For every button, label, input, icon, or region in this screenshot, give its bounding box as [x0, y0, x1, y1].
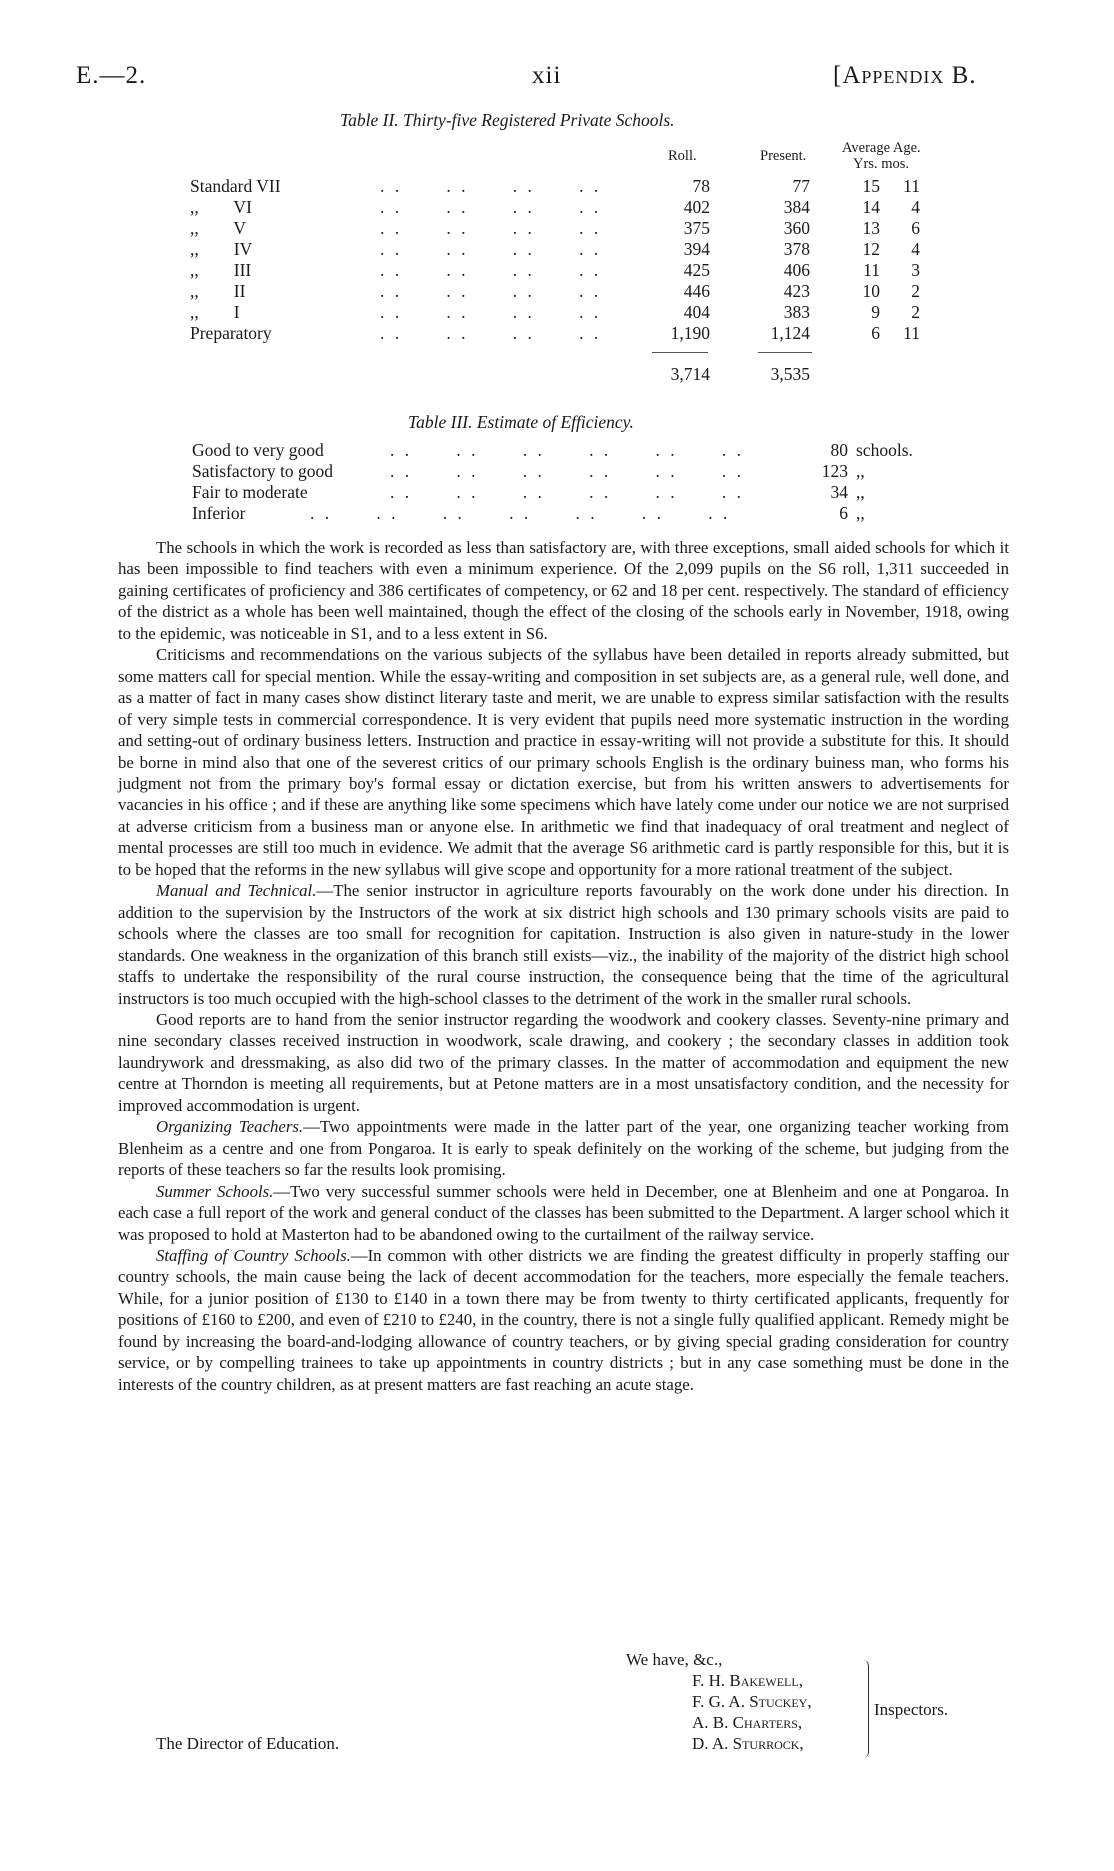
total-present: 3,535: [770, 364, 810, 384]
total-rule-present: [758, 352, 812, 353]
signatory-name: D. A. Sturrock,: [692, 1734, 804, 1753]
paragraph-text: The schools in which the work is recorded as less than satisfactory are, with three exceptions, small aided schools for which it has been impossible to find teachers with even a minimum experience. Of the 2,099 pupils on the S6 roll, 1,311 succeeded in gaining certificates of proficiency and 386 certificates of competency, or 62 and 18 per cent. respectively. The standard of efficiency of the district as a whole has been well maintained, though the effect of the closing of the schools early in November, 1918, owing to the epidemic, was noticeable in S1, and to a less extent in S6.: [118, 538, 1009, 643]
table-total-row: [0, 364, 1114, 385]
leader-dots: . . . . . . . . . . . .: [390, 482, 744, 502]
roll-value: 1,190: [670, 323, 710, 343]
row-label: Good to very good: [192, 440, 324, 460]
signatory-name: F. G. A. Stuckey,: [692, 1692, 812, 1711]
present-value: 406: [783, 260, 810, 280]
present-value: 383: [783, 302, 810, 322]
paragraph-heading: Manual and Technical.: [156, 881, 317, 901]
table2-col-present: Present.: [760, 148, 807, 164]
roll-value: 402: [683, 197, 710, 217]
table-row: [0, 440, 1114, 461]
paragraph-organizing-teachers: [118, 1116, 1009, 1180]
roll-value: 78: [692, 176, 710, 196]
age-years: 6: [871, 323, 880, 343]
age-years: 12: [862, 239, 880, 259]
leader-dots: . . . . . . . .: [380, 197, 602, 217]
paragraph-text: Good reports are to hand from the senior instructor regarding the woodwork and cookery classes. Seventy-nine primary and nine secondary classes received instruction in woodwork, scale drawing, and cookery ; the secondary classes in addition took laundrywork and dressmaking, as also did two of the primary classes. In the matter of accommodation and equipment the new centre at Thorndon is meeting all requirements, but at Petone matters are in a most unsatisfactory condition, and the necessity for improved accommodation is urgent.: [118, 1009, 1009, 1115]
paragraph-staffing: [118, 1245, 1009, 1395]
leader-dots: . . . . . . . . . . . .: [390, 440, 744, 460]
row-label: ,, IV: [190, 239, 253, 259]
table-row: [0, 260, 1114, 281]
signatory-name: F. H. Bakewell,: [692, 1671, 803, 1690]
table-row: [0, 302, 1114, 323]
table-row: [0, 176, 1114, 197]
leader-dots: . . . . . . . .: [380, 218, 602, 238]
signatory-brace: [860, 1660, 869, 1758]
age-years: 13: [862, 218, 880, 238]
table-row: [0, 218, 1114, 239]
age-months: 4: [911, 197, 920, 217]
unit-label: ,,: [856, 482, 865, 502]
paragraph-manual-technical: [118, 880, 1009, 1009]
table-row: [0, 239, 1114, 260]
roll-value: 425: [683, 260, 710, 280]
age-years: 14: [862, 197, 880, 217]
paragraph-heading: Staffing of Country Schools.: [156, 1245, 351, 1265]
roll-value: 404: [683, 302, 710, 322]
paragraph-woodwork-cookery: [118, 1009, 1009, 1116]
page-code: E.—2.: [76, 62, 147, 89]
row-label: ,, III: [190, 260, 252, 280]
row-label: ,, V: [190, 218, 247, 238]
report-body: [118, 537, 1009, 1395]
unit-label: ,,: [856, 503, 865, 523]
present-value: 423: [783, 281, 810, 301]
table-row: [0, 323, 1114, 344]
unit-label: ,,: [856, 461, 865, 481]
roll-value: 446: [683, 281, 710, 301]
age-years: 11: [863, 260, 880, 280]
table3-caption: Table III. Estimate of Efficiency.: [408, 412, 634, 432]
total-rule-roll: [652, 352, 708, 353]
age-years: 9: [871, 302, 880, 322]
row-label: ,, II: [190, 281, 246, 301]
paragraph-results: [118, 537, 1009, 644]
leader-dots: . . . . . . . .: [380, 281, 602, 301]
paragraph-criticisms: [118, 644, 1009, 880]
paragraph-text: —Two very successful summer schools were held in December, one at Blenheim and one at Pongaroa. In each case a full report of the work and general conduct of the classes has been submitted to the Department. A larger school which it was proposed to hold at Masterton had to be abandoned owing to the curtailment of the railway service.: [118, 1181, 1009, 1244]
paragraph-heading: Organizing Teachers.: [156, 1117, 304, 1137]
table2-col-avg-age: Average Age.: [842, 140, 921, 156]
age-months: 11: [903, 323, 920, 343]
row-label: ,, VI: [190, 197, 252, 217]
present-value: 77: [792, 176, 810, 196]
age-months: 6: [911, 218, 920, 238]
school-count: 80: [830, 440, 848, 460]
age-years: 10: [862, 281, 880, 301]
page-number: xii: [532, 62, 562, 89]
present-value: 378: [783, 239, 810, 259]
table-row: [0, 461, 1114, 482]
present-value: 360: [783, 218, 810, 238]
table-row: [0, 197, 1114, 218]
roll-value: 394: [683, 239, 710, 259]
paragraph-text: —Two appointments were made in the latter part of the year, one organizing teacher working from Blenheim as a centre and one from Pongaroa. It is early to speak definitely on the working of the scheme, but judging from the reports of these teachers so far the results look promising.: [118, 1117, 1009, 1180]
age-months: 3: [911, 260, 920, 280]
age-years: 15: [862, 176, 880, 196]
paragraph-text: —In common with other districts we are finding the greatest difficulty in properly staffing our country schools, the main cause being the lack of decent accommodation for the teachers, more especially the female teachers. While, for a junior position of £130 to £140 in a town there may be from twenty to thirty certificated applicants, frequently for positions of £160 to £200, and even of £210 to £240, in the country, there is not a single fully qualified applicant. Remedy might be found by increasing the board-and-lodging allowance of country teachers, or by giving special grading consideration for country service, or by compelling trainees to take up appointments in country districts ; but in any case something must be done in the interests of the country children, as at present matters are fast reaching an acute stage.: [118, 1245, 1009, 1394]
leader-dots: . . . . . . . . . . . . . .: [310, 503, 731, 523]
row-label: Fair to moderate: [192, 482, 308, 502]
paragraph-text: —The senior instructor in agriculture reports favourably on the work done under his direction. In addition to the supervision by the Instructors of the work at six district high schools and 130 primary schools visits are paid to schools where the classes are too small for recognition for capitation. Instruction is also given in nature-study in the lower standards. One weakness in the organization of this branch still exists—viz., the inability of the majority of the district high school staffs to undertake the responsibility of the rural course instruction, the consequence being that the time of the agricultural instructors is too much occupied with the high-school classes to the detriment of the work in the smaller rural schools.: [118, 881, 1009, 1008]
row-label: ,, I: [190, 302, 240, 322]
paragraph-heading: Summer Schools.: [156, 1181, 274, 1201]
row-label: Inferior: [192, 503, 246, 523]
paragraph-text: Criticisms and recommendations on the various subjects of the syllabus have been detailed in reports already submitted, but some matters call for special mention. While the essay-writing and composition in set subjects are, as a general rule, well done, and as a matter of fact in many cases show distinct literary taste and merit, we are unable to express similar satisfaction with the results of very simple tests in commercial correspondence. It is very evident that pupils need more systematic instruction in the wording and setting-out of ordinary business letters. Instruction and practice in essay-writing will not provide a substitute for this. It should be borne in mind also that one of the severest critics of our primary schools English is the ordinary buiness man, who forms his judgment not from the primary boy's formal essay or dictation exercise, but from his written answers to advertisements for vacancies in his office ; and if these are anything like some specimens which have lately come under our notice we are not surprised at adverse criticism from a business man or anyone else. In arithmetic we find that inadequacy of oral treatment and neglect of mental processes are still too much in evidence. We admit that the average S6 arithmetic card is partly responsible for this, but it is to be hoped that the reforms in the new syllabus will give scope and opportunity for a more rational treatment of the subject.: [118, 645, 1009, 879]
present-value: 1,124: [770, 323, 810, 343]
school-count: 123: [821, 461, 848, 481]
table-row: [0, 281, 1114, 302]
appendix-label: [Appendix B.: [833, 62, 977, 89]
paragraph-summer-schools: [118, 1181, 1009, 1245]
row-label: Satisfactory to good: [192, 461, 333, 481]
total-roll: 3,714: [670, 364, 710, 384]
leader-dots: . . . . . . . .: [380, 176, 602, 196]
row-label: Preparatory: [190, 323, 272, 343]
leader-dots: . . . . . . . . . . . .: [390, 461, 744, 481]
signatory-role: Inspectors.: [874, 1700, 949, 1719]
addressee: The Director of Education.: [156, 1734, 340, 1753]
table-row: [0, 503, 1114, 524]
table2-col-roll: Roll.: [668, 148, 697, 164]
roll-value: 375: [683, 218, 710, 238]
age-months: 2: [911, 302, 920, 322]
leader-dots: . . . . . . . .: [380, 239, 602, 259]
age-months: 4: [911, 239, 920, 259]
row-label: Standard VII: [190, 176, 281, 196]
signoff-greeting: We have, &c.,: [626, 1650, 723, 1669]
age-months: 2: [911, 281, 920, 301]
table-row: [0, 482, 1114, 503]
table2-col-yrs-mos: Yrs. mos.: [853, 156, 909, 172]
signatory-name: A. B. Charters,: [692, 1713, 803, 1732]
leader-dots: . . . . . . . .: [380, 260, 602, 280]
leader-dots: . . . . . . . .: [380, 323, 602, 343]
unit-label: schools.: [856, 440, 913, 460]
table2-caption: Table II. Thirty-five Registered Private Schools.: [340, 110, 675, 130]
leader-dots: . . . . . . . .: [380, 302, 602, 322]
school-count: 34: [830, 482, 848, 502]
school-count: 6: [839, 503, 848, 523]
present-value: 384: [783, 197, 810, 217]
age-months: 11: [903, 176, 920, 196]
